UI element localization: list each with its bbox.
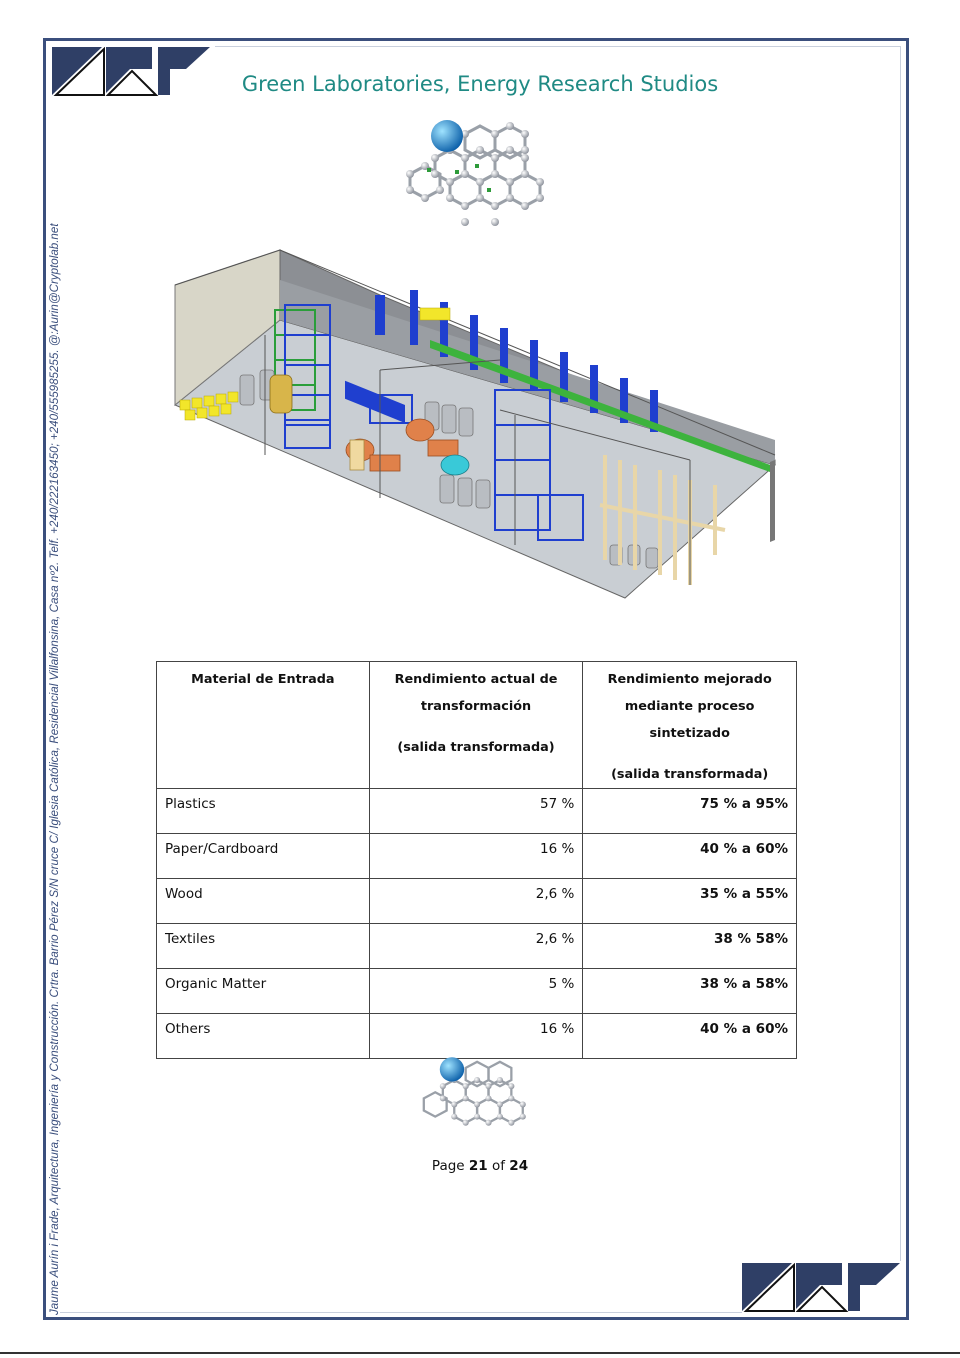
table-row	[157, 879, 797, 924]
material-cell: Others	[157, 1014, 370, 1059]
current-yield-cell: 16 %	[369, 1014, 583, 1059]
current-yield-cell: 57 %	[369, 789, 583, 834]
material-cell: Paper/Cardboard	[157, 834, 370, 879]
inner-rule-top	[215, 46, 901, 47]
yield-table	[156, 661, 797, 1059]
current-yield-cell: 5 %	[369, 969, 583, 1014]
header-material: Material de Entrada	[157, 662, 370, 789]
material-cell: Organic Matter	[157, 969, 370, 1014]
table-row	[157, 834, 797, 879]
inner-rule-right	[900, 46, 901, 1261]
molecule-logo-footer-icon	[420, 1052, 538, 1147]
table-row	[157, 789, 797, 834]
page-bottom-line	[0, 1352, 960, 1354]
sidebar-contact-text: Jaume Aurín i Frade, Arquitectura, Ingeniería y Construcción. Crtra. Barrio Pérez S/N cruce C/ Iglesia Católica, Residencial Villalfonsina, Casa nº2. Telf. +240/222163450; +240/555985255. @:Aurin@Cryptolab.net	[48, 223, 61, 1315]
material-cell: Textiles	[157, 924, 370, 969]
current-yield-cell: 2,6 %	[369, 924, 583, 969]
table-row	[157, 969, 797, 1014]
page-number: Page 21 of 24	[431, 1158, 529, 1174]
plant-rendering-image	[170, 240, 780, 602]
header-current-yield: Rendimiento actual de transformación (salida transformada)	[369, 662, 583, 789]
improved-yield-cell: 40 % a 60%	[583, 1014, 797, 1059]
molecule-logo-icon	[405, 118, 560, 233]
material-cell: Wood	[157, 879, 370, 924]
improved-yield-cell: 40 % a 60%	[583, 834, 797, 879]
inner-rule-bottom	[60, 1312, 750, 1313]
improved-yield-cell: 35 % a 55%	[583, 879, 797, 924]
table-header-row	[157, 662, 797, 789]
improved-yield-cell: 38 % a 58%	[583, 969, 797, 1014]
improved-yield-cell: 75 % a 95%	[583, 789, 797, 834]
improved-yield-cell: 38 % 58%	[583, 924, 797, 969]
current-yield-cell: 2,6 %	[369, 879, 583, 924]
table-row	[157, 924, 797, 969]
header-improved-yield: Rendimiento mejorado mediante proceso sintetizado (salida transformada)	[583, 662, 797, 789]
current-yield-cell: 16 %	[369, 834, 583, 879]
material-cell: Plastics	[157, 789, 370, 834]
company-logo-bottom-icon	[742, 1263, 902, 1313]
page-title: Green Laboratories, Energy Research Studios	[241, 72, 719, 96]
